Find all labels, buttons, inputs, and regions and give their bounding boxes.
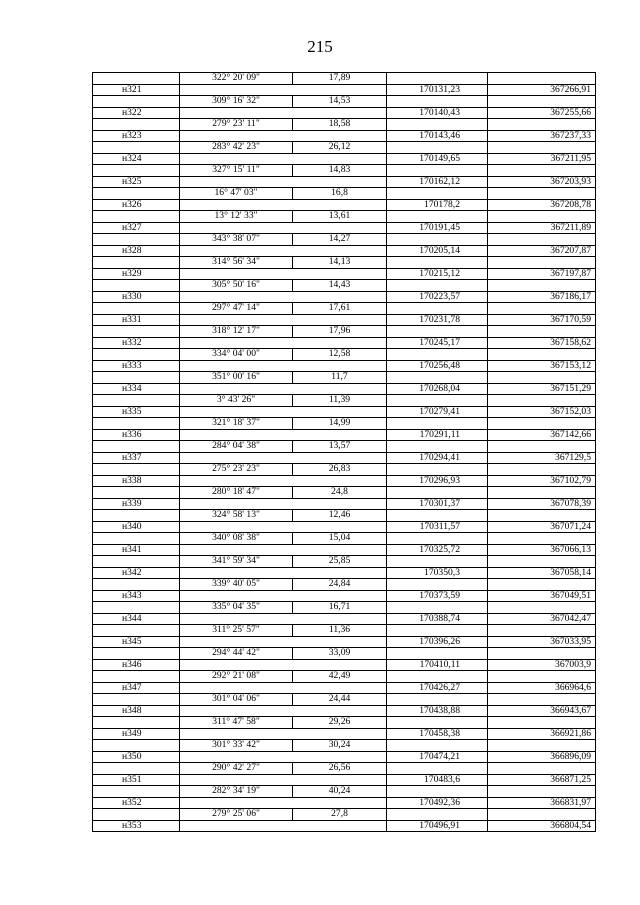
segment-row [93, 763, 596, 775]
point-y: 366804,54 [488, 820, 596, 832]
segment-angle: 284° 04' 38" [180, 441, 293, 453]
segment-angle: 341° 59' 34" [180, 556, 293, 568]
segment-distance: 17,61 [293, 303, 387, 315]
point-row [93, 107, 596, 119]
point-y: 367153,12 [488, 360, 596, 372]
point-y: 367102,79 [488, 475, 596, 487]
point-row [93, 245, 596, 257]
point-row [93, 797, 596, 809]
point-row [93, 590, 596, 602]
point-y: 367211,95 [488, 153, 596, 165]
point-name: н339 [93, 498, 180, 510]
point-x: 170373,59 [387, 590, 488, 602]
point-y: 366871,25 [488, 774, 596, 786]
segment-distance: 11,7 [293, 372, 387, 384]
point-row [93, 222, 596, 234]
point-y: 367170,59 [488, 314, 596, 326]
segment-distance: 26,56 [293, 763, 387, 775]
segment-distance: 14,83 [293, 165, 387, 177]
segment-distance: 42,49 [293, 671, 387, 683]
point-name: н351 [93, 774, 180, 786]
segment-angle: 301° 33' 42" [180, 740, 293, 752]
point-name: н332 [93, 337, 180, 349]
segment-angle: 343° 38' 07" [180, 234, 293, 246]
point-x: 170492,36 [387, 797, 488, 809]
segment-angle: 297° 47' 14" [180, 303, 293, 315]
point-y: 367197,87 [488, 268, 596, 280]
point-x: 170140,43 [387, 107, 488, 119]
point-row [93, 544, 596, 556]
point-x: 170301,37 [387, 498, 488, 510]
segment-angle: 311° 25' 57" [180, 625, 293, 637]
point-name: н341 [93, 544, 180, 556]
segment-angle: 311° 47' 58" [180, 717, 293, 729]
segment-row [93, 648, 596, 660]
segment-distance: 16,71 [293, 602, 387, 614]
point-row [93, 360, 596, 372]
segment-distance: 14,13 [293, 257, 387, 269]
segment-row [93, 625, 596, 637]
point-row [93, 406, 596, 418]
point-x: 170396,26 [387, 636, 488, 648]
segment-row [93, 533, 596, 545]
point-y: 366831,97 [488, 797, 596, 809]
point-y: 367033,95 [488, 636, 596, 648]
segment-distance: 30,24 [293, 740, 387, 752]
point-x: 170223,57 [387, 291, 488, 303]
point-x: 170191,45 [387, 222, 488, 234]
segment-row [93, 602, 596, 614]
point-row [93, 567, 596, 579]
point-name: н342 [93, 567, 180, 579]
point-y: 366921,86 [488, 728, 596, 740]
point-row [93, 84, 596, 96]
point-row [93, 705, 596, 717]
segment-row [93, 740, 596, 752]
point-x: 170131,23 [387, 84, 488, 96]
segment-row [93, 441, 596, 453]
point-x: 170438,88 [387, 705, 488, 717]
segment-row [93, 73, 596, 85]
point-y: 367078,39 [488, 498, 596, 510]
point-y: 366964,6 [488, 682, 596, 694]
point-name: н330 [93, 291, 180, 303]
point-x: 170294,41 [387, 452, 488, 464]
point-name: н335 [93, 406, 180, 418]
point-row [93, 314, 596, 326]
point-name: н327 [93, 222, 180, 234]
point-name: н352 [93, 797, 180, 809]
point-name: н336 [93, 429, 180, 441]
point-row [93, 429, 596, 441]
point-name: н349 [93, 728, 180, 740]
point-row [93, 452, 596, 464]
segment-distance: 25,85 [293, 556, 387, 568]
segment-distance: 24,84 [293, 579, 387, 591]
segment-distance: 16,8 [293, 188, 387, 200]
segment-row [93, 809, 596, 821]
point-x: 170291,11 [387, 429, 488, 441]
segment-angle: 292° 21' 08" [180, 671, 293, 683]
segment-distance: 14,99 [293, 418, 387, 430]
point-x: 170311,57 [387, 521, 488, 533]
point-name: н346 [93, 659, 180, 671]
segment-distance: 26,83 [293, 464, 387, 476]
point-name: н331 [93, 314, 180, 326]
segment-angle: 340° 08' 38" [180, 533, 293, 545]
segment-distance: 11,36 [293, 625, 387, 637]
point-row [93, 383, 596, 395]
point-name: н350 [93, 751, 180, 763]
segment-angle: 294° 44' 42" [180, 648, 293, 660]
segment-angle: 3° 43' 26" [180, 395, 293, 407]
point-row [93, 130, 596, 142]
coordinates-table [92, 72, 596, 832]
segment-angle: 305° 50' 16" [180, 280, 293, 292]
point-name: н323 [93, 130, 180, 142]
point-name: н328 [93, 245, 180, 257]
point-y: 367211,89 [488, 222, 596, 234]
segment-row [93, 188, 596, 200]
point-y: 367203,93 [488, 176, 596, 188]
segment-distance: 26,12 [293, 142, 387, 154]
point-name: н324 [93, 153, 180, 165]
point-row [93, 521, 596, 533]
point-row [93, 751, 596, 763]
segment-row [93, 694, 596, 706]
point-y: 367129,5 [488, 452, 596, 464]
segment-row [93, 303, 596, 315]
point-x: 170279,41 [387, 406, 488, 418]
segment-angle: 13° 12' 33" [180, 211, 293, 223]
point-x: 170162,12 [387, 176, 488, 188]
segment-row [93, 717, 596, 729]
point-y: 367266,91 [488, 84, 596, 96]
point-y: 367186,17 [488, 291, 596, 303]
point-row [93, 728, 596, 740]
segment-row [93, 372, 596, 384]
point-x: 170350,3 [387, 567, 488, 579]
point-x: 170410,11 [387, 659, 488, 671]
point-x: 170256,48 [387, 360, 488, 372]
segment-angle: 334° 04' 00" [180, 349, 293, 361]
segment-row [93, 418, 596, 430]
point-y: 367255,66 [488, 107, 596, 119]
point-row [93, 498, 596, 510]
point-row [93, 659, 596, 671]
segment-angle: 16° 47' 03" [180, 188, 293, 200]
point-x: 170474,21 [387, 751, 488, 763]
point-row [93, 774, 596, 786]
segment-distance: 27,8 [293, 809, 387, 821]
point-name: н348 [93, 705, 180, 717]
point-y: 367208,78 [488, 199, 596, 211]
segment-distance: 18,58 [293, 119, 387, 131]
point-x: 170178,2 [387, 199, 488, 211]
point-x: 170268,04 [387, 383, 488, 395]
point-name: н326 [93, 199, 180, 211]
segment-distance: 33,09 [293, 648, 387, 660]
point-x: 170205,14 [387, 245, 488, 257]
segment-distance: 14,27 [293, 234, 387, 246]
point-row [93, 613, 596, 625]
segment-distance: 13,61 [293, 211, 387, 223]
point-y: 367058,14 [488, 567, 596, 579]
point-row [93, 176, 596, 188]
point-name: н344 [93, 613, 180, 625]
point-name: н340 [93, 521, 180, 533]
point-row [93, 820, 596, 832]
point-name: н353 [93, 820, 180, 832]
segment-row [93, 464, 596, 476]
segment-distance: 14,53 [293, 96, 387, 108]
segment-row [93, 96, 596, 108]
point-name: н343 [93, 590, 180, 602]
point-row [93, 636, 596, 648]
point-x: 170496,91 [387, 820, 488, 832]
segment-row [93, 280, 596, 292]
point-y: 367042,47 [488, 613, 596, 625]
segment-distance: 29,26 [293, 717, 387, 729]
segment-row [93, 165, 596, 177]
segment-row [93, 786, 596, 798]
segment-distance: 17,96 [293, 326, 387, 338]
segment-distance: 40,24 [293, 786, 387, 798]
point-row [93, 475, 596, 487]
segment-angle: 280° 18' 47" [180, 487, 293, 499]
point-name: н329 [93, 268, 180, 280]
point-x: 170325,72 [387, 544, 488, 556]
point-y: 367066,13 [488, 544, 596, 556]
point-name: н321 [93, 84, 180, 96]
point-x: 170388,74 [387, 613, 488, 625]
point-y: 367003,9 [488, 659, 596, 671]
segment-row [93, 487, 596, 499]
segment-distance: 12,58 [293, 349, 387, 361]
point-x: 170143,46 [387, 130, 488, 142]
segment-distance: 13,57 [293, 441, 387, 453]
segment-angle: 321° 18' 37" [180, 418, 293, 430]
segment-row [93, 349, 596, 361]
point-name: н337 [93, 452, 180, 464]
point-row [93, 337, 596, 349]
point-name: н322 [93, 107, 180, 119]
segment-angle: 290° 42' 27" [180, 763, 293, 775]
segment-angle: 283° 42' 23" [180, 142, 293, 154]
point-name: н333 [93, 360, 180, 372]
segment-distance: 12,46 [293, 510, 387, 522]
point-y: 367049,51 [488, 590, 596, 602]
point-name: н347 [93, 682, 180, 694]
page-number: 215 [307, 37, 333, 56]
segment-angle: 282° 34' 19" [180, 786, 293, 798]
point-x: 170458,38 [387, 728, 488, 740]
segment-distance: 17,89 [293, 73, 387, 85]
point-x: 170245,17 [387, 337, 488, 349]
segment-angle: 279° 25' 06" [180, 809, 293, 821]
point-x: 170231,78 [387, 314, 488, 326]
segment-distance: 24,8 [293, 487, 387, 499]
point-x: 170483,6 [387, 774, 488, 786]
point-y: 367152,03 [488, 406, 596, 418]
point-y: 367071,24 [488, 521, 596, 533]
segment-row [93, 326, 596, 338]
segment-row [93, 671, 596, 683]
segment-angle: 301° 04' 06" [180, 694, 293, 706]
point-x: 170215,12 [387, 268, 488, 280]
point-row [93, 268, 596, 280]
segment-row [93, 257, 596, 269]
point-row [93, 682, 596, 694]
point-name: н334 [93, 383, 180, 395]
segment-row [93, 579, 596, 591]
point-y: 367151,29 [488, 383, 596, 395]
point-name: н345 [93, 636, 180, 648]
segment-angle: 327° 15' 11" [180, 165, 293, 177]
segment-angle: 324° 58' 13" [180, 510, 293, 522]
segment-row [93, 556, 596, 568]
segment-angle: 318° 12' 17" [180, 326, 293, 338]
point-name: н325 [93, 176, 180, 188]
point-y: 367158,62 [488, 337, 596, 349]
point-row [93, 291, 596, 303]
segment-row [93, 234, 596, 246]
segment-distance: 14,43 [293, 280, 387, 292]
segment-angle: 314° 56' 34" [180, 257, 293, 269]
segment-angle: 351° 00' 16" [180, 372, 293, 384]
segment-angle: 339° 40' 05" [180, 579, 293, 591]
point-x: 170296,93 [387, 475, 488, 487]
point-x: 170426,27 [387, 682, 488, 694]
segment-angle: 309° 16' 32" [180, 96, 293, 108]
segment-distance: 24,44 [293, 694, 387, 706]
point-y: 367142,66 [488, 429, 596, 441]
segment-angle: 279° 23' 11" [180, 119, 293, 131]
point-name: н338 [93, 475, 180, 487]
segment-row [93, 119, 596, 131]
segment-row [93, 211, 596, 223]
point-x: 170149,65 [387, 153, 488, 165]
point-row [93, 153, 596, 165]
point-y: 367207,87 [488, 245, 596, 257]
segment-row [93, 142, 596, 154]
segment-row [93, 395, 596, 407]
point-y: 366943,67 [488, 705, 596, 717]
point-y: 367237,33 [488, 130, 596, 142]
point-y: 366896,09 [488, 751, 596, 763]
point-row [93, 199, 596, 211]
segment-angle: 335° 04' 35" [180, 602, 293, 614]
segment-angle: 275° 23' 23" [180, 464, 293, 476]
segment-row [93, 510, 596, 522]
segment-distance: 15,04 [293, 533, 387, 545]
segment-angle: 322° 20' 09" [180, 73, 293, 85]
segment-distance: 11,39 [293, 395, 387, 407]
